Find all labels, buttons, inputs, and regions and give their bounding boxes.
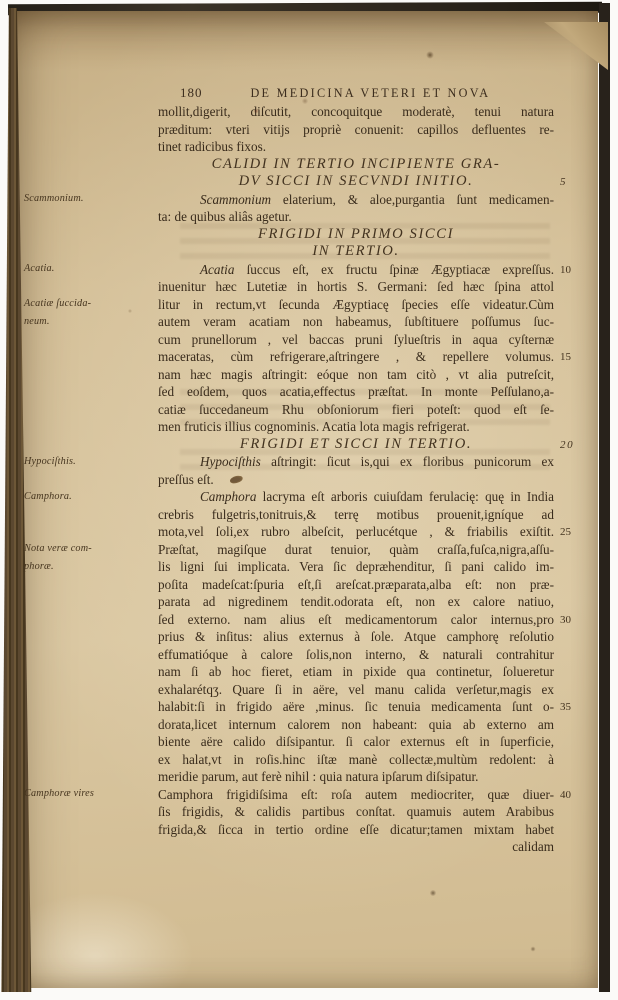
line-text: maceratas, cùm refrigerare,aſtringere , & repellere volumus. [158, 349, 554, 364]
printer-ornament-icon [229, 474, 243, 484]
text-line [158, 751, 554, 769]
line-text: mota,vel ſoli,ex rubro albeſcit, perlucétque , & friabilis exiſtit. [158, 524, 554, 539]
text-line [158, 593, 554, 611]
line-text: men fruticis illius cognominis. Acatia lota magis refrigerat. [158, 419, 470, 434]
line-text: lis ligni ſui implicata. Vera ſic depræhenditur, ſi pani calido im- [158, 559, 554, 574]
line-number: 30 [560, 613, 571, 626]
line-text: frigida,& ſicca in tertio ordine eſſe dicatur;tamen mixtam habet [158, 821, 554, 837]
text-line [158, 663, 554, 681]
margin-note: Nota veræ com- [24, 543, 92, 554]
margin-note: neum. [24, 315, 50, 327]
text-line [158, 838, 554, 856]
text-line [24, 453, 554, 471]
line-text: mollit,digerit, diſcutit, concoquitque moderatè, tenui natura [158, 104, 554, 119]
text-line [158, 821, 554, 839]
text-line [158, 383, 554, 401]
line-text: effumatióque à calore ſolis,non interno, & naturali contrahitur [158, 646, 554, 662]
lead-word: Hypociſthis [200, 454, 261, 469]
running-title: DE MEDICINA VETERI ET NOVA [250, 86, 491, 100]
text-line [158, 611, 571, 629]
text-line [158, 681, 554, 699]
text-line [158, 646, 554, 664]
text-line [158, 698, 571, 716]
line-text: ta: de quibus aliâs agetur. [158, 209, 292, 224]
text-line [158, 803, 554, 821]
text-line [24, 488, 554, 506]
margin-note: Acatiæ ſuccida- [24, 298, 92, 309]
line-text: parata ad nigredinem tendit.odorata eſt, non ex calore natiuo, [158, 594, 554, 609]
line-text: inuenitur hæc Lutetiæ in hortis S. Germani: ſed hæc ſpina attol [158, 279, 554, 294]
text-line [158, 103, 554, 121]
line-text: meridie parum, aut ferè nihil : quia natura ipſarum diſsipatur. [158, 769, 479, 784]
line-text: nam hæc magis aſtringit: eóque non tam citò , vt alia putreſcit, [158, 366, 554, 382]
line-number: 5 [560, 176, 568, 188]
text-line [24, 541, 554, 559]
line-text: Camphora frigidiſsima eſt: roſa autem mediocriter, quæ diuer- [158, 786, 554, 802]
line-text: exhalarétqʒ. Quare ſi in aëre, vel manu calida verſetur,magis ex [158, 681, 554, 697]
text-line [158, 576, 554, 594]
line-text: prius & inſitus: alius externus à ſole. Atque camphorę reſolutio [158, 629, 554, 644]
line-text: catiæ ſuccedaneum Rhu obſoniorum fieri poteſt: quod eſt ſe- [158, 401, 554, 417]
text-line [158, 331, 554, 349]
lead-word: Scammonium [200, 191, 272, 207]
text-line [158, 208, 554, 226]
line-text: ex halat,vt in roſis.hinc iſtæ manè collectæ,multùm redolent: à [158, 751, 554, 767]
line-text: DV SICCI IN SECVNDI INITIO. [238, 173, 474, 189]
text-line [24, 786, 571, 804]
margin-note: Scammonium. [24, 193, 84, 204]
text-line [158, 628, 554, 646]
text-line [158, 401, 554, 419]
margin-note: phoræ. [24, 560, 54, 572]
line-text: nam ſi ab hoc fieret, etiam in pixide qua continetur, ſolueretur [158, 664, 554, 679]
line-text: aſtringit: ſicut is,qui ex floribus punicorum ex [260, 454, 554, 469]
line-text: poſita madeſcat:ſpuria eſt,ſi areſcat.præparata,alba eſt: non præ- [158, 576, 554, 592]
line-number: 20 [560, 438, 575, 451]
line-text: crebris fulgetris,tonitruis,& terrę motibus prouenit,igníque ad [158, 506, 554, 522]
text-line [24, 191, 554, 209]
line-text: FRIGIDI IN PRIMO SICCI [257, 225, 455, 242]
line-text: halabit:ſi in frigido aëre ,minus. ſic tenuia medicamenta ſunt o- [158, 699, 554, 714]
line-number: 10 [560, 263, 571, 276]
text-block [24, 103, 575, 856]
line-number: 25 [560, 526, 571, 538]
line-text: lacryma eſt arboris cuiuſdam ferulacię: quę in India [256, 489, 554, 504]
line-text: præditum: vteri vitijs propriè conuenit: capillos defluentes re- [158, 121, 554, 137]
line-number: 15 [560, 351, 571, 363]
text-line [158, 121, 554, 139]
line-text: preſſus eſt. [158, 471, 214, 487]
text-line [24, 558, 554, 576]
margin-note: Acatia. [24, 263, 55, 274]
page-header [158, 84, 554, 100]
text-line [158, 366, 554, 384]
line-text: ſuccus eſt, ex fructu ſpinæ Ægyptiacæ expreſſus. [234, 261, 554, 277]
margin-note: Camphoræ vires [24, 788, 95, 799]
text-line [24, 261, 571, 279]
line-text: ſed eoſdem, quos acatia,effectus præſtat. In monte Peſſulano,a- [158, 384, 554, 399]
page-corner-fold [544, 22, 608, 70]
text-line [158, 226, 554, 244]
text-line [158, 348, 571, 366]
line-text: biente aëre calido diſsipantur. ſi calor externus eſt in ſuperficie, [158, 734, 554, 749]
line-number: 40 [560, 788, 571, 801]
text-line [24, 313, 554, 331]
line-text: ſed externo. nam alius eſt medicamentorum calor internus,pro [158, 611, 554, 627]
text-line [158, 138, 554, 156]
line-text: autem veram acatiam non habeamus, ſubſtituere poſſumus ſuc- [158, 314, 554, 329]
line-text: FRIGIDI ET SICCI IN TERTIO. [239, 435, 473, 452]
text-line [158, 733, 554, 751]
text-line [158, 435, 575, 454]
text-line [158, 278, 554, 296]
margin-note: Hypociſthis. [24, 455, 76, 467]
text-line [158, 156, 554, 174]
lead-word: Acatia [200, 261, 235, 277]
page-number: 180 [180, 85, 203, 100]
line-text: litur in rectum,vt ſecunda Ægyptiacę ſpecies eſſe videatur.Cùm [158, 296, 554, 312]
text-line [158, 418, 554, 436]
text-line [24, 296, 554, 314]
line-text: IN TERTIO. [312, 243, 400, 259]
text-line [158, 243, 554, 261]
text-line [158, 716, 554, 734]
lead-word: Camphora [200, 489, 257, 504]
line-text: cum prunellorum , vel baccas pruni ſylueſtris in aqua cyſternæ [158, 331, 554, 347]
line-text: elaterium, & aloe,purgantia ſunt medicamen- [271, 191, 554, 207]
text-line [158, 173, 568, 191]
margin-note: Camphora. [24, 490, 72, 502]
text-line [158, 506, 554, 524]
line-text: CALIDI IN TERTIO INCIPIENTE GRA- [211, 155, 501, 172]
text-line [158, 768, 554, 786]
scan-edge-right [599, 3, 610, 992]
line-text: Præſtat, magiſque durat tenuior, quàm craſſa,fuſca,nigra,aſſu- [158, 541, 554, 557]
line-text: calidam [512, 839, 554, 854]
line-text: ſis frigidis, & calidis partibus conſtat. quamuis autem Arabibus [158, 804, 554, 819]
line-text: tinet radicibus fixos. [158, 139, 267, 154]
line-text: dorata,licet internum calorem non habeant: quia ab externo am [158, 716, 554, 732]
text-line [158, 471, 554, 489]
text-line [158, 523, 571, 541]
line-number: 35 [560, 701, 571, 713]
